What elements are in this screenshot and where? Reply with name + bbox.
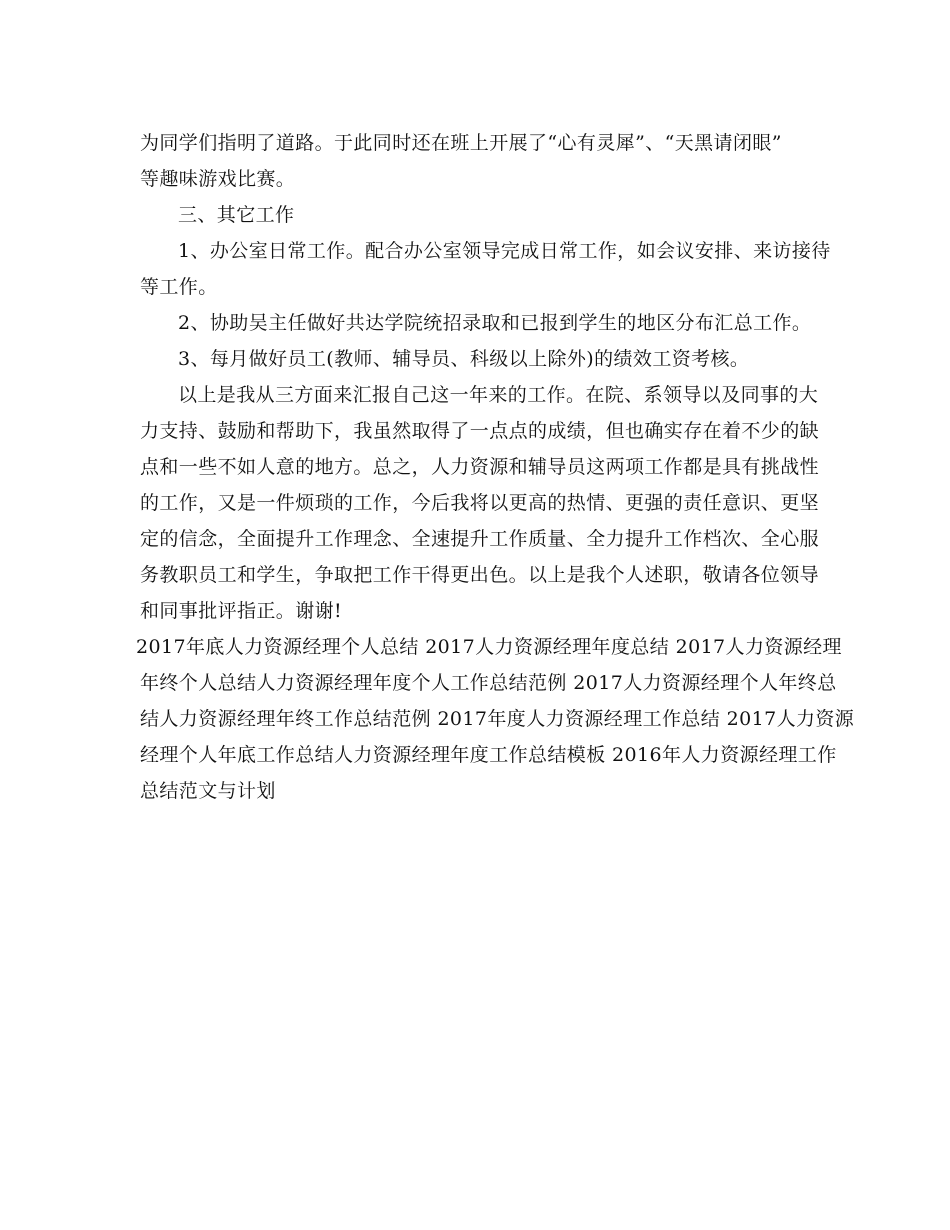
paragraph-line: 3、每月做好员工(教师、辅导员、科级以上除外)的绩效工资考核。 bbox=[178, 348, 750, 370]
paragraph-line: 2、协助吴主任做好共达学院统招录取和已报到学生的地区分布汇总工作。 bbox=[178, 312, 812, 334]
paragraph-line: 和同事批评指正。谢谢! bbox=[140, 600, 343, 622]
related-titles-line: 年终个人总结人力资源经理年度个人工作总结范例 2017人力资源经理个人年终总 bbox=[140, 672, 837, 694]
related-titles-line: 总结范文与计划 bbox=[140, 780, 276, 802]
paragraph-line: 点和一些不如人意的地方。总之，人力资源和辅导员这两项工作都是具有挑战性 bbox=[140, 456, 820, 478]
paragraph-line: 为同学们指明了道路。于此同时还在班上开展了“心有灵犀”、“天黑请闭眼” bbox=[140, 132, 782, 154]
paragraph-line: 等工作。 bbox=[140, 276, 218, 298]
paragraph-line: 的工作，又是一件烦琐的工作，今后我将以更高的热情、更强的责任意识、更坚 bbox=[140, 492, 820, 514]
section-heading: 三、其它工作 bbox=[178, 204, 295, 226]
paragraph-line: 以上是我从三方面来汇报自己这一年来的工作。在院、系领导以及同事的大 bbox=[178, 384, 819, 406]
document-body bbox=[136, 125, 855, 809]
related-titles-line: 结人力资源经理年终工作总结范例 2017年度人力资源经理工作总结 2017人力资源 bbox=[140, 708, 855, 730]
paragraph-line: 等趣味游戏比赛。 bbox=[140, 168, 296, 190]
related-titles-line: 经理个人年底工作总结人力资源经理年度工作总结模板 2016年人力资源经理工作 bbox=[140, 744, 837, 766]
paragraph-line: 1、办公室日常工作。配合办公室领导完成日常工作，如会议安排、来访接待 bbox=[178, 240, 831, 262]
related-titles-line: 2017年底人力资源经理个人总结 2017人力资源经理年度总结 2017人力资源经理 bbox=[136, 636, 842, 658]
paragraph-line: 力支持、鼓励和帮助下，我虽然取得了一点点的成绩，但也确实存在着不少的缺 bbox=[140, 420, 820, 442]
paragraph-line: 务教职员工和学生，争取把工作干得更出色。以上是我个人述职，敬请各位领导 bbox=[140, 564, 820, 586]
paragraph-line: 定的信念，全面提升工作理念、全速提升工作质量、全力提升工作档次、全心服 bbox=[140, 528, 820, 550]
